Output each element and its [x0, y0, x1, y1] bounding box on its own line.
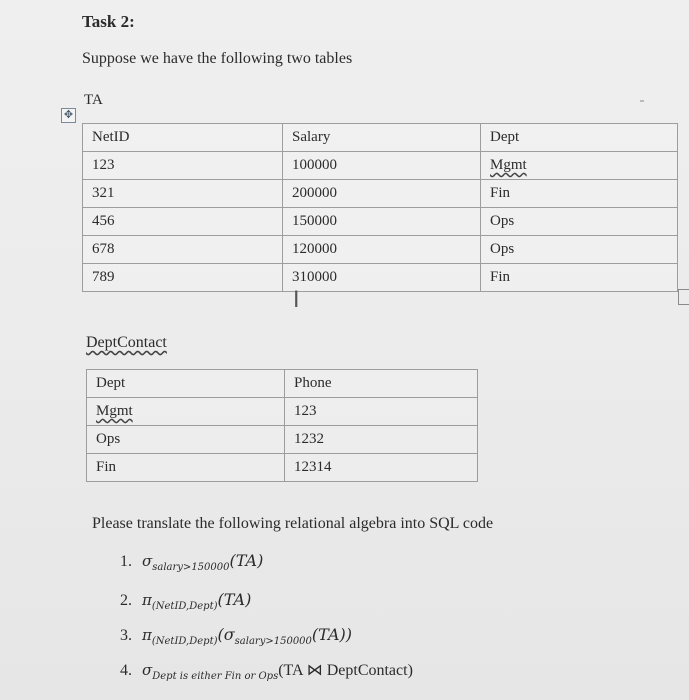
table-cell[interactable]: Dept: [481, 124, 678, 152]
question-3: [120, 625, 352, 647]
table-cell[interactable]: 12314: [285, 454, 478, 482]
operator-argument: (TA): [217, 590, 252, 609]
operator-argument: (TA): [229, 551, 264, 570]
table-row: [87, 426, 478, 454]
question-4: [120, 660, 413, 682]
question-number: 4.: [120, 662, 132, 679]
table-cell[interactable]: [481, 152, 678, 180]
selection-operator: σ: [142, 661, 153, 679]
table-header-row: [87, 370, 478, 398]
projection-operator: π: [142, 591, 152, 609]
table-row: [87, 454, 478, 482]
table-cell[interactable]: Fin: [87, 454, 285, 482]
text-cursor-icon: I: [293, 288, 300, 313]
question-number: 2.: [120, 592, 132, 609]
question-number: 1.: [120, 553, 132, 570]
spellcheck-word: DeptContact: [86, 334, 167, 351]
operator-subscript: Dept is either Fin or Ops: [152, 671, 279, 682]
table-header-row: [83, 124, 678, 152]
operator-subscript: salary>150000: [234, 636, 312, 647]
page-edge-marker: [678, 289, 689, 305]
table-cell[interactable]: Phone: [285, 370, 478, 398]
selection-operator: σ: [142, 552, 153, 570]
decorative-dot: [640, 100, 644, 102]
table-row: [83, 208, 678, 236]
selection-operator: (σ: [217, 625, 235, 644]
table-cell[interactable]: Dept: [87, 370, 285, 398]
table-cell[interactable]: Fin: [481, 264, 678, 292]
table-cell[interactable]: 321: [83, 180, 283, 208]
table-cell[interactable]: 310000: [283, 264, 481, 292]
projection-operator: π: [142, 626, 152, 644]
instruction-text: Please translate the following relational algebra into SQL code: [92, 515, 494, 532]
table-row: [87, 398, 478, 426]
question-number: 3.: [120, 627, 132, 644]
table-cell[interactable]: 200000: [283, 180, 481, 208]
table-cell[interactable]: 789: [83, 264, 283, 292]
table-row: [83, 180, 678, 208]
table-row: [83, 264, 678, 292]
table-cell[interactable]: Ops: [481, 208, 678, 236]
table-cell[interactable]: 1232: [285, 426, 478, 454]
table-row: [83, 236, 678, 264]
operator-argument: (TA ⋈ DeptContact): [278, 662, 413, 679]
table-row: [83, 152, 678, 180]
question-1: [120, 551, 263, 573]
table-cell[interactable]: 100000: [283, 152, 481, 180]
table-cell[interactable]: Ops: [481, 236, 678, 264]
ta-table: [82, 123, 678, 292]
table-cell[interactable]: [87, 398, 285, 426]
task-title: Task 2:: [82, 12, 135, 31]
operator-argument: (TA)): [311, 625, 352, 644]
ta-table-label: TA: [84, 92, 103, 108]
table-cell[interactable]: Ops: [87, 426, 285, 454]
operator-subscript: salary>150000: [152, 562, 230, 573]
intro-text: Suppose we have the following two tables: [82, 50, 353, 67]
spellcheck-word: Mgmt: [96, 403, 133, 419]
table-cell[interactable]: Salary: [283, 124, 481, 152]
operator-subscript: (NetID,Dept): [151, 601, 218, 612]
operator-subscript: (NetID,Dept): [151, 636, 218, 647]
deptcontact-table-label: [86, 334, 167, 352]
table-cell[interactable]: 123: [285, 398, 478, 426]
table-cell[interactable]: NetID: [83, 124, 283, 152]
spellcheck-word: Mgmt: [490, 157, 527, 173]
table-cell[interactable]: 456: [83, 208, 283, 236]
table-cell[interactable]: 123: [83, 152, 283, 180]
table-cell[interactable]: 120000: [283, 236, 481, 264]
table-cell[interactable]: Fin: [481, 180, 678, 208]
question-2: [120, 590, 251, 612]
table-cell[interactable]: 150000: [283, 208, 481, 236]
table-cell[interactable]: 678: [83, 236, 283, 264]
deptcontact-table: [86, 369, 478, 482]
table-move-handle-icon[interactable]: ✥: [61, 108, 76, 123]
